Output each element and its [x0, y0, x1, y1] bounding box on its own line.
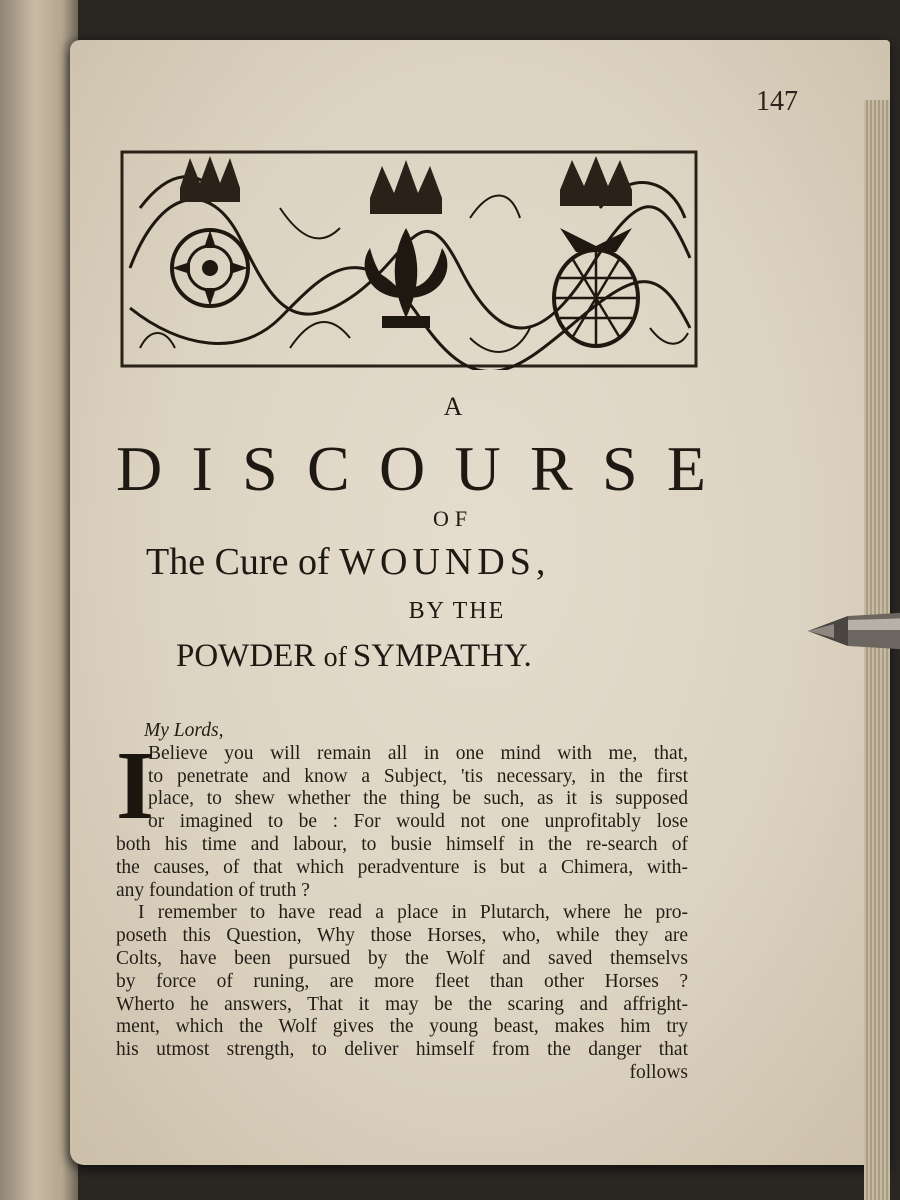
crown-center-ornament: [370, 160, 442, 214]
title-powder-of: of: [323, 642, 347, 673]
page-number: 147: [756, 86, 798, 117]
body-line: ment, which the Wolf gives the young beast, makes him try: [116, 1016, 688, 1038]
title-letter: S: [602, 433, 638, 504]
body-line: both his time and labour, to busie himself in the re-search of: [116, 833, 688, 855]
tudor-rose-ornament: [172, 230, 248, 306]
body-line: poseth this Question, Why those Horses, who, while they are: [116, 925, 688, 947]
pen-pointer-icon: [804, 604, 900, 658]
title-letter: I: [191, 433, 213, 504]
title-cure-of-wounds: [146, 540, 706, 584]
title-sympathy: SYMPATHY.: [352, 638, 532, 674]
salutation: My Lords,: [144, 720, 224, 741]
body-line: I remember to have read a place in Plutarch, where he pro-: [138, 902, 688, 924]
title-letter: R: [530, 433, 573, 504]
crown-left-ornament: [180, 156, 240, 202]
body-line: place, to shew whether the thing be such, as it is supposed: [148, 788, 688, 810]
drop-cap: I: [116, 732, 155, 840]
title-letter: E: [666, 433, 706, 504]
fleur-de-lis-ornament: [365, 228, 448, 328]
body-line: to penetrate and know a Subject, 'tis necessary, in the first: [148, 765, 688, 787]
title-of: OF: [432, 506, 474, 531]
catchword: follows: [629, 1061, 688, 1083]
body-line: Wherto he answers, That it may be the scaring and affright-: [116, 993, 688, 1015]
title-letter: O: [379, 433, 426, 504]
body-line: Believe you will remain all in one mind with me, that,: [148, 742, 688, 764]
title-a: A: [443, 392, 465, 421]
title-letter: U: [454, 433, 501, 504]
body-line: the causes, of that which peradventure is but a Chimera, with-: [116, 856, 688, 878]
crown-right-ornament: [560, 156, 632, 206]
title-letter: S: [242, 433, 278, 504]
body-text: [116, 720, 688, 1085]
title-powder: POWDER: [176, 638, 324, 674]
body-line: Colts, have been pursued by the Wolf and saved themselvs: [116, 947, 688, 969]
body-line: or imagined to be : For would not one unprofitably lose: [148, 811, 688, 833]
title-by-the: BY THE: [408, 598, 506, 624]
title-letter: C: [307, 433, 350, 504]
woodcut-headpiece-ornament: [120, 148, 698, 370]
title-letter: D: [116, 433, 163, 504]
title-cure-prefix: The Cure of: [146, 541, 340, 583]
title-discourse: [116, 432, 706, 506]
title-powder-of-sympathy: [176, 638, 636, 675]
title-wounds: WOUNDS,: [339, 541, 551, 583]
body-line: any foundation of truth ?: [116, 879, 310, 901]
body-line: his utmost strength, to deliver himself from the danger that: [116, 1039, 688, 1061]
body-line: by force of runing, are more fleet than other Horses ?: [116, 970, 688, 992]
